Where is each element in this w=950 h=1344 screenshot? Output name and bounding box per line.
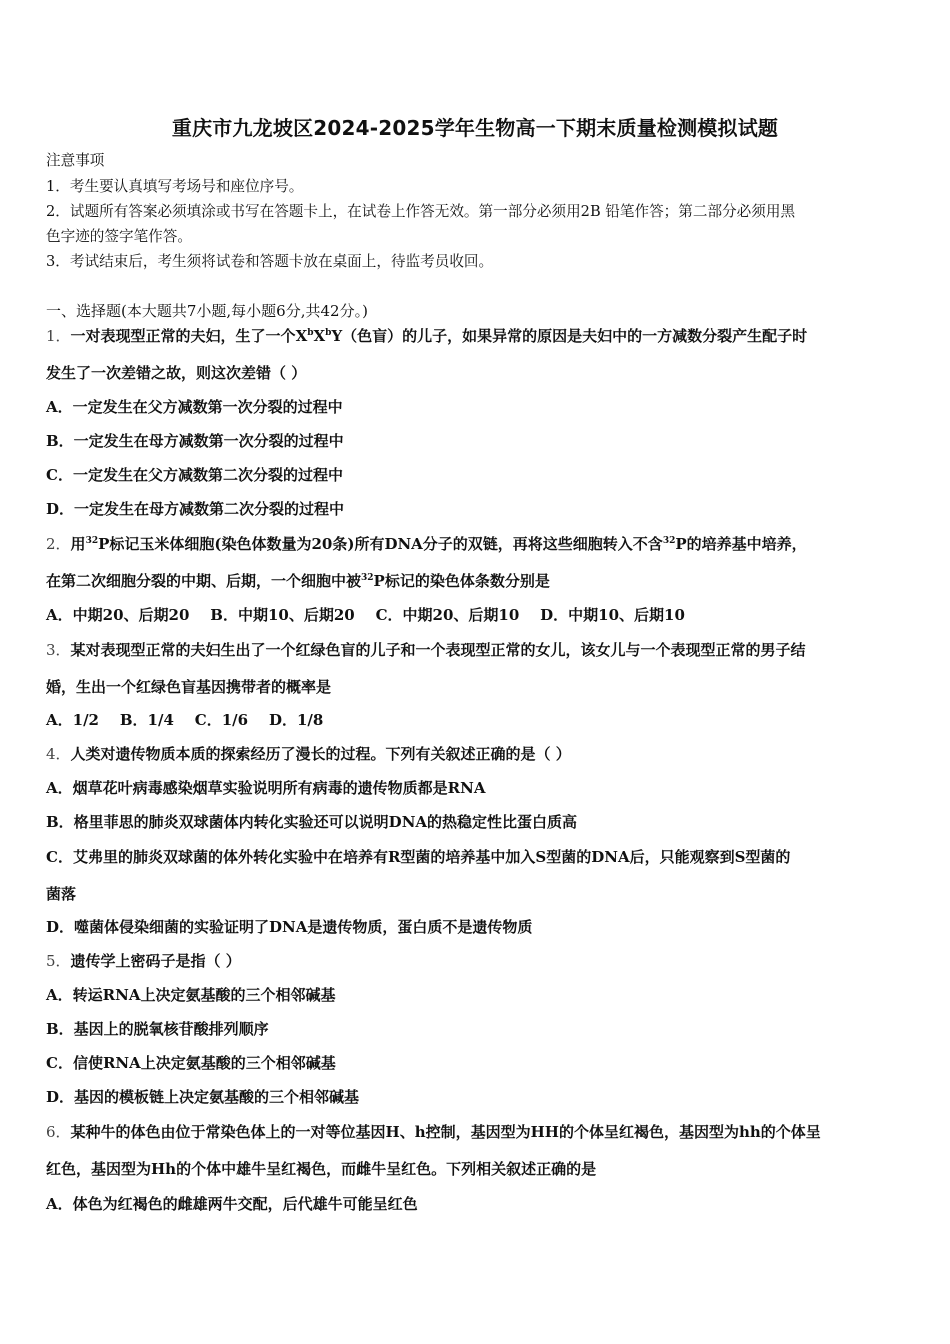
question-text: P的培养基中培养， [675,535,807,553]
notice-item-1: 1．考生要认真填写考场号和座位序号。 [46,178,304,195]
option-b: B．一定发生在母方减数第一次分裂的过程中 [46,432,344,450]
notice-item-2-cont: 色字迹的签字笔作答。 [46,228,192,245]
option-c: C．一定发生在父方减数第二次分裂的过程中 [46,466,343,484]
option-d: D．噬菌体侵染细菌的实验证明了DNA是遗传物质，蛋白质不是遗传物质 [46,918,533,936]
question-6 [46,1122,821,1142]
superscript: b [307,328,314,338]
option-d: D．基因的模板链上决定氨基酸的三个相邻碱基 [46,1088,360,1106]
question-2 [46,534,807,554]
genotype-x: X [295,327,308,345]
question-5 [46,951,241,971]
notice-heading: 注意事项 [46,152,105,169]
notice-item-2: 2．试题所有答案必须填涂或书写在答题卡上，在试卷上作答无效。第一部分必须用2B 铅笔作答；第二部分必须用黑 [46,203,796,220]
question-text: 用 [70,535,86,553]
option-c: C．信使RNA上决定氨基酸的三个相邻碱基 [46,1054,336,1072]
options-row: A．1/2 B．1/4 C．1/6 D．1/8 [46,711,324,729]
question-text: 在第二次细胞分裂的中期、后期，一个细胞中被 [46,572,362,590]
option-a: A．转运RNA上决定氨基酸的三个相邻碱基 [46,986,336,1004]
option-a: A．烟草花叶病毒感染烟草实验说明所有病毒的遗传物质都是RNA [46,779,486,797]
question-4 [46,744,571,764]
question-2-cont [46,571,550,591]
question-text: 人类对遗传物质本质的探索经历了漫长的过程。下列有关叙述正确的是（ ） [70,745,571,763]
notice-item-3: 3．考试结束后，考生须将试卷和答题卡放在桌面上，待监考员收回。 [46,253,494,270]
question-number: 5． [46,952,71,970]
question-3-cont: 婚，生出一个红绿色盲基因携带者的概率是 [46,678,332,696]
option-a: A．体色为红褐色的雌雄两牛交配，后代雄牛可能呈红色 [46,1195,418,1213]
question-text: 遗传学上密码子是指（ ） [70,952,241,970]
question-6-cont: 红色，基因型为Hh的个体中雄牛呈红褐色，而雌牛呈红色。下列相关叙述正确的是 [46,1160,597,1178]
question-text: 一对表现型正常的夫妇，生了一个 [70,327,296,345]
page-title: 重庆市九龙坡区2024-2025学年生物高一下期末质量检测模拟试题 [171,116,779,140]
question-text: 某种牛的体色由位于常染色体上的一对等位基因H、h控制，基因型为HH的个体呈红褐色，基因型为hh的个体呈 [70,1123,821,1141]
question-text: Y（色盲）的儿子，如果异常的原因是夫妇中的一方减数分裂产生配子时 [331,327,808,345]
question-text: P标记的染色体条数分别是 [373,572,550,590]
question-number: 3． [46,641,71,659]
option-b: B．格里菲思的肺炎双球菌体内转化实验还可以说明DNA的热稳定性比蛋白质高 [46,813,578,831]
option-b: B．基因上的脱氧核苷酸排列顺序 [46,1020,269,1038]
superscript: 32 [85,536,99,546]
superscript: 32 [662,536,676,546]
question-number: 6． [46,1123,71,1141]
question-number: 4． [46,745,71,763]
option-d: D．一定发生在母方减数第二次分裂的过程中 [46,500,345,518]
question-text: 某对表现型正常的夫妇生出了一个红绿色盲的儿子和一个表现型正常的女儿，该女儿与一个表现型正常的男子结 [70,641,806,659]
section-heading: 一、选择题(本大题共7小题,每小题6分,共42分。) [46,302,368,320]
option-a: A．一定发生在父方减数第一次分裂的过程中 [46,398,343,416]
question-3 [46,640,806,660]
superscript: 32 [361,573,374,583]
options-row: A．中期20、后期20 B．中期10、后期20 C．中期20、后期10 D．中期10、后期10 [46,606,685,624]
question-number: 1． [46,327,71,345]
question-number: 2． [46,535,71,553]
question-text: P标记玉米体细胞(染色体数量为20条)所有DNA分子的双链，再将这些细胞转入不含 [98,535,663,553]
genotype-x: X [313,327,326,345]
question-1 [46,326,807,346]
option-c-cont: 菌落 [46,885,77,903]
question-1-cont: 发生了一次差错之故，则这次差错（ ） [46,364,307,382]
option-c: C．艾弗里的肺炎双球菌的体外转化实验中在培养有R型菌的培养基中加入S型菌的DNA后，只能观察到S型菌的 [46,848,791,866]
superscript: b [325,328,332,338]
